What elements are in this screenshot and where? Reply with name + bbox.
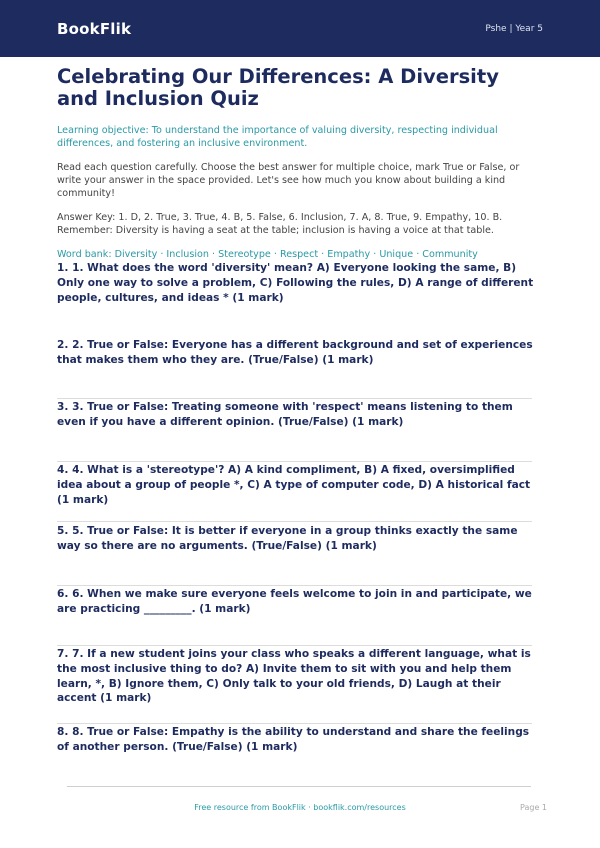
question-4: 4. 4. What is a 'stereotype'? A) A kind compliment, B) A fixed, oversimplified idea about a group of people *, C) A type of computer code, D) A historical fact (1 mark)	[57, 464, 531, 506]
question-divider	[57, 461, 532, 462]
intro-section	[57, 66, 541, 261]
question-5: 5. 5. True or False: It is better if everyone in a group thinks exactly the same way so there are no arguments. (True/False) (1 mark)	[57, 525, 518, 552]
answer-key: Answer Key: 1. D, 2. True, 3. True, 4. B, 5. False, 6. Inclusion, 7. A, 8. True, 9. Empathy, 10. B. Remember: Diversity is having a seat at the table; inclusion is having a voice at that table.	[57, 212, 503, 236]
question-2: 2. 2. True or False: Everyone has a different background and set of experiences that makes them who they are. (True/False) (1 mark)	[57, 339, 533, 366]
question-1: 1. 1. What does the word 'diversity' mean? A) Everyone looking the same, B) Only one way to solve a problem, C) Following the rules, D) A range of different people, cultures, and ideas * (1 mark)	[57, 262, 534, 304]
question-divider	[57, 585, 532, 586]
subject-year-label: Pshe | Year 5	[485, 23, 543, 34]
question-divider	[57, 645, 532, 646]
footer-link[interactable]: Free resource from BookFlik · bookflik.com/resources	[194, 803, 406, 812]
question-8: 8. 8. True or False: Empathy is the ability to understand and share the feelings of another person. (True/False) (1 mark)	[57, 726, 530, 753]
question-divider	[57, 723, 532, 724]
page-header	[0, 0, 600, 57]
question-divider	[57, 521, 532, 522]
question-3: 3. 3. True or False: Treating someone with 'respect' means listening to them even if you have a different opinion. (True/False) (1 mark)	[57, 401, 513, 428]
brand-logo: BookFlik	[57, 19, 132, 38]
question-7: 7. 7. If a new student joins your class who speaks a different language, what is the most inclusive thing to do? A) Invite them to sit with you and help them learn, *, B) Ignore them, C) Only talk to your old friends, D) Laugh at their accent (1 mark)	[57, 648, 531, 705]
question-divider	[57, 398, 532, 399]
word-bank: Word bank: Diversity · Inclusion · Stereotype · Respect · Empathy · Unique · Community	[57, 249, 478, 260]
instructions: Read each question carefully. Choose the best answer for multiple choice, mark True or False, or write your answer in the space provided. Let's see how much you know about building a kind community!	[57, 162, 520, 199]
footer-divider	[67, 786, 531, 787]
page-number: Page 1	[520, 803, 547, 812]
question-6: 6. 6. When we make sure everyone feels welcome to join in and participate, we are practicing _________. (1 mark)	[57, 588, 532, 615]
page-title: Celebrating Our Differences: A Diversity and Inclusion Quiz	[57, 65, 499, 110]
learning-objective: Learning objective: To understand the importance of valuing diversity, respecting individual differences, and fostering an inclusive environment.	[57, 125, 498, 149]
